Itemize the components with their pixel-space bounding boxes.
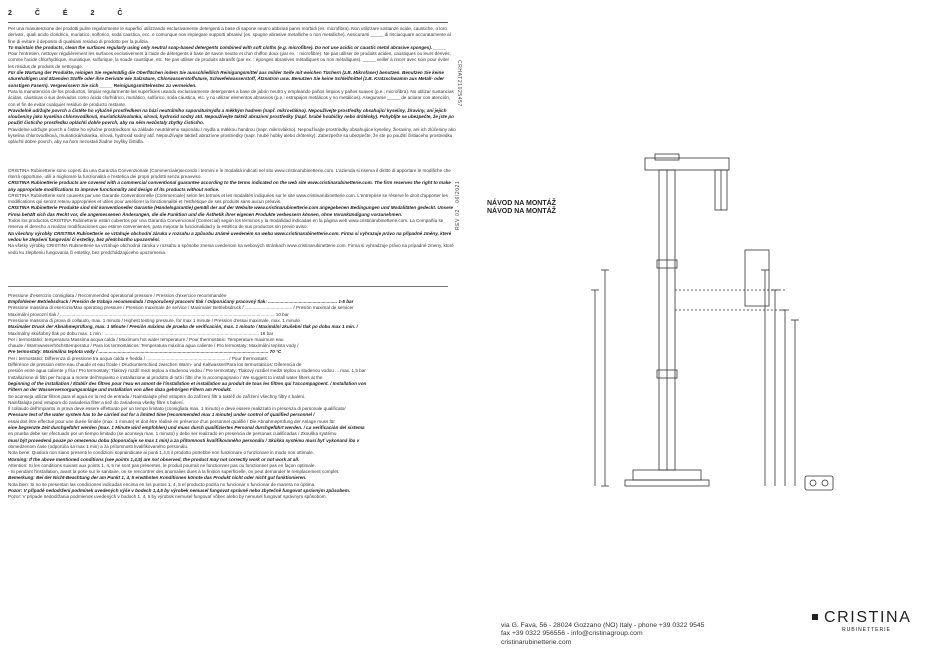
pressure-line: Pozor: V prípade nedodržania podmienok uvedených v bodoch 1, 4, 5 by výrobok nemusel fungovať vôbec alebo by nemusel fungovať správnym spôsobom. [8, 494, 327, 500]
spacer [8, 256, 456, 280]
header-letter: 2 [90, 10, 97, 17]
pressure-line: Filtern an der Wasserversorgungsanlage und Installation von allen dazu gehörigen Filtern am Produkt. [8, 387, 232, 393]
header-letter: Č [34, 10, 42, 17]
cleaning-en: To maintain the products, clean the surfaces regularly using only neutral soap-based detergents combined with soft cloths (e.g. microfibre). Do not use acidic or caustic metal abrasive sponges). _____ [8, 44, 447, 50]
pressure-line: presión entre agua caliente y fría / Pro termostaty: Tlakový rozdíl mezi teplou a studenou vodou / Pre termostaty: Tlakový rozdiel medzi teplou a studenou vodou ... max. 1,5 bar [8, 368, 366, 374]
cleaning-es: Para la manutención de los productos, limpiar regularmente las superficies usando exclusivamente detergentes a base de jabón neutro y empleando paños limpios y paños suaves (p.e.: microfibra). No utilizar sustancias ácidas, cáusticas o sus derivados como ácido clorhídrico, muriático, sulfúrico, soda cáustica, etc. y no utilizar elementos abrasivos (p.e.: estropajos metálicos y no metálicos). Asegurarse _____ de aclarar con atención, con el fin de evitar cualquier residuo de producto restante. [8, 88, 454, 107]
pressure-line: Pressione massima di prova di collaudo, max. 1 minuto / Highest testing pressure, for max 1 minute / Pression d'essai maximale, max. 1 minute [8, 317, 300, 323]
website-line: cristinarubinetterie.com [501, 638, 572, 646]
top-view-hole [822, 480, 828, 486]
warranty-section [8, 168, 456, 256]
pressure-line: Pre termostaty: Maximálna teplota vody / ..................................................................................................................................... 70 °C [8, 349, 282, 355]
pressure-line: Différence de pression entre eau chaude et eau froide / Druckunterschied zwischen Warm- und Kaltwasser/Para los termostáticos: Diferencia de [8, 362, 302, 368]
pressure-line: Pozor: V případě nedodržení podmínek uvedených výše v bodech 1,4,5 by výrobek nemusel fungovat správně nebo zbytečně fungovat správným způsobem. [8, 488, 351, 493]
warranty-cz: Na všechny výrobky CRISTINA Rubinetterie se vztahuje obchodní záruka v rozsahu a způsobu známé uvedeném na webu www.cristinarubinetterie.com. Firma si vyhrazuje právo na případné změny, které vedou ke zlepšení fungování či estetiky, bez předchozího upozornění. [8, 230, 452, 242]
base-plate [633, 470, 701, 480]
pressure-line: essai doit être effectué pour une durée limitée (max. 1 minute) et doit être réalisé en présence d'un personnel qualifié / Die Abnahmeprüfung der Anlage muss für [8, 418, 335, 424]
cleaning-it: Per una manutenzione dei prodotti pulire regolarmente le superfici utilizzando esclusivamente detergenti a base di sapone neutro abbinati panni morbidi (es. microfibra). Non utilizzare sostanze acide, caustiche, o loro derivati , quali acido cloridrico, muriatico, solforico, soda caustica, ecc. e comunque non impiegare supporti abrasivi (es. spugne abrasive metalliche o non metalliche). Assicurarsi _____ di risciacquare accuratamente al fine di evitare il deposito di qualsiasi residuo di prodotto per la pulizia. [8, 26, 451, 44]
revision-label: REV 02 · 06/2021 [455, 180, 461, 230]
pressure-section [8, 293, 456, 501]
warranty-fr: CRISTINA Rubinetterie sont couverts par une Garantie Conventionnelle (Commerciale) selon les termes et les modalités indiquées sur le site www.cristinarubinetterie.com. L'entreprise se réserve le droit d'apporter les modifications qui seront retenu appropriées et utiles pour améliorer la fonctionnalité et l'esthétique de ses produits sans aucun préavis. [8, 192, 448, 205]
pressure-line: Il collaudo dell'impianto in prova deve essere effettuato per un tempo limitato (consigliata max. 1 minuto) e deve essere realizzato in presenza di personale qualificato/ [8, 406, 346, 412]
pressure-line: Per i termostatici: Differenza di pressione tra acqua calda e fredda / ................................................................ / Pour thermostats: [8, 355, 269, 361]
text-column [8, 10, 456, 501]
top-view-hole [810, 480, 816, 486]
pressure-line: - Si pendant l'installation, avant la pose sur le sanitaire, on se rencontrer des anomalies dues à la finition superficielle, on peut demander le remplacement complet. [8, 469, 340, 475]
pressure-line: Nainštalujte pred vstupom do zariadenia filter a tiež do zariadenia všetky filtre s balení. [8, 399, 184, 405]
cleaning-sk: Pravidelne udržujte povrch a čistite ho výlučne prostriedkom na základe neutrálneho saponátu / mydla a mäkkou handrou (napr. mikrovlákno). Nepoužívajte prostriedky obsahujúce kyseliny, žieraviny, ani ich zlúčeniny ako kyselina chlorovodíková, muriatická/solanka, sírová, hydroxid sodný atď. Nepoužívajte taktiež abrazívne prostriedky (napr. hrubé hubky alebo drôtenky). Zabezpečte sa ubezpečte, že ste po použití čistiaceho prostriedku opláchli dobre povrch, aby na ňom nezostali žiadne zvyšky čistidla. [8, 126, 456, 145]
logo-square-icon [812, 614, 818, 620]
warranty-sk: Na všetky výrobky CRISTINA Rubinetterie sa vzťahuje obchodná záruka v rozsahu a spôsobe znenia uvedenom na webových stránkach www.cristinarubinetterie.com. Firma si vyhradzuje právo na prípadné zmeny, ktoré vedú ku zlepšeniu fungovania či estetiky, bez predchádzajúceho upozornenia. [8, 243, 454, 255]
document-code: CRHAT21025457 [456, 60, 462, 107]
top-view [805, 476, 833, 490]
pressure-line: Per i termostatici: temperatura Massima acqua calda / Maximum hot water temperature / Pour thermostatic: Temperature maximum eau [8, 336, 284, 342]
cleaning-fr: Pour l'entretien, nettoyer régulièrement les surfaces exclusivement à l'aide de détergents à base de savon neutre et d'un chiffon doux (par ex. : microfibre). Ne pas utiliser de produits acides, caustiques ou leurs dérivés, comme l'acide chlorhydrique, muriatique, sulfurique, la soude caustique, etc. Ne pas utiliser de produits abrasifs (par ex. : éponges abrasives métalliques ou non métalliques). _____ veiller à rincer avec soin pour éviter les résidus de produits de nettoyage. [8, 51, 451, 69]
header-letter: 2 [8, 10, 14, 17]
header-letter: Č [117, 10, 125, 17]
pressure-line: Warning: If the above mentioned conditions (see points 1,4,5) are not observed, the product may not correctly work or not work at all. [8, 456, 300, 462]
faucet-technical-drawing [585, 150, 865, 510]
pressure-line: Pressione massima di esercizio/Max operating pressure / Pression maximale de service / Maximaler Betriebsdruck / ..................................... / Presión maximal de service/ [8, 305, 354, 311]
installation-title-cz: NÁVOD NA MONTÁŽ [487, 200, 556, 207]
fax-line: fax +39 0322 956556 - info@cristinagroup.com [501, 630, 643, 638]
installation-title-sk: NÁVOD NA MONTÁŽ [487, 208, 556, 215]
pressure-line: chaude / Warmwasserhöchsttemperatur / Para los termostáticos: Temperatura máxima agua caliente / Pro termostaty: Maximální teplota vody / [8, 343, 299, 349]
pressure-line: musí být provedená pouze po omezenou dobu (doporučuje se max 1 min) a za přítomnosti kvalifikovaného personálu / Skúška systému musí byť vykonaná iba v [8, 437, 360, 443]
warranty-de: CRISTINA Rubinetterie Produkte sind mit konventioneller Garantie (Handelsgarantie) gemäß der auf der Website www.cristinarubinetterie.com angegebenen Bedingungen und Modalitäten gedeckt. Unsere Firma behält sich das Recht vor, die angemessenen Änderungen, die die Funktion und die Ästhetik ihrer eigenen Produkte verbessern können, ohne Vorankündigung vorzunehmen. [8, 205, 453, 217]
header-divider [8, 22, 448, 23]
cleaning-cz: Pravidelně udržujte povrch a čistěte ho výlučně prostředkem na bázi neutrálního saponátu/mýdla a měkkým hadrem (např. mikrovlákno). Nepoužívejte prostředky obsahující kyseliny, žíraviny, ani jejich sloučeniny jako kyselina chlorovodíková, muriatická/solanka, sírová, hydroxid sodný atd. Nepoužívejte taktéž abrazivní prostředky (např. hrubé houbičky nebo drátěnky). Pohybljte se ubezpečte, že jste po použití čisticího prostředku opláchli dobře povrch, aby na něm nezůstaly zbytky čisticího. [8, 107, 454, 126]
pressure-line: Maximaler Druck der Abnahmeprüfung, max. 1 Minute / Presión máxima de prueba de verificación, max. 1 minuto / Maximální zkušební tlak po dobu max 1 min. / [8, 324, 358, 330]
warranty-it: CRISTINA Rubinetterie sono coperti da una Garanzia Convenzionale (Commerciale)secondo i termini e le modalità indicati nel sito www.cristinarubinetterie.com. L'azienda si riserva il diritto di apportare le modifiche che riterrà opportune, utili a migliorare la funzionalità e l'estetica dei propri prodotti senza preavviso. [8, 167, 451, 179]
pressure-line: eine begrenzte Zeit durchgeführt werden (max. 1 Minute wird empfohlen) und muss durch qualifiziertes Personal durchgeführt werden. / La verificación del sistema [8, 425, 365, 431]
pressure-line: Nota bene: Qualora non siano presenti le condizioni sopraindicate ai punti 1,4,5 il prodotto potrebbe non funzionare o funzionare in modo non ottimale. [8, 450, 314, 456]
brand-name: CRISTINA [824, 609, 912, 626]
side-detail [745, 250, 769, 306]
installation-title [487, 200, 556, 216]
pressure-line: obmedzenom čase (odporúča sa max 1 min) a za prítomnosti kvalifikovaného personálu. [8, 443, 189, 449]
pressure-line: Empfohlener Betriebsdruck / Presión de trabajo recomendada / Doporučený pracovní tlak / Odporúčaný pracovný tlak: ...................................................... 1-5 bar [8, 299, 354, 305]
cleaning-de: Für die Wartung der Produkte, reinigen Sie regelmäßig die Oberflächen indem Sie ausschließlich Reinigungsmittel aus milder Seife mit weichen Tüchern (z.B. Mikrofaser) benutzen. Benutzen Sie keine säurehaltigen und ätzenden Stoffe oder ihre Derivate wie Salzsäure, Chlorwasserstoffsäure, Schwefelwasserstoff, Ätznatron usw. Benutzen Sie keine Schleifmittel (z.B. Kratzschwamm aus Metall- oder sonstigen Fasern). Vergewissern Sie sich _____ Reinigungsmittelrestes zu vermeiden. [8, 70, 445, 88]
warranty-en: CRISTINA Rubinetterie products are covered with a commercial conventional guarantee according to the terms indicated on the web site www.cristinarubinetterie.com. The firm reserves the right to make any appropriate modifications to improve functionality and design of its products without notice. [8, 180, 451, 192]
pressure-line: Maximálny skúšobný tlak po dobu max. 1 min : ......................................................................................................................... 16 bar [8, 330, 274, 336]
cleaning-section [8, 26, 456, 146]
pressure-line: Installazione di filtri per l'acqua a monte dell'impianto e installazione al prodotto di tutti i filtri che lo accompagnano / We suggest to install water filters at the [8, 374, 323, 380]
pressure-line: Nota bien: Si no se presentan las condiciones indicadas encima en los puntos 1, 4, 5 el producto podría no funcionar o funcionar de manera no óptima. [8, 481, 316, 487]
pressure-line: Maximální provozní tlak / ........................................................................................................................................................................ 10 bar [8, 311, 289, 317]
base-floor [625, 480, 709, 486]
brand-subtitle: RUBINETTERIE [842, 627, 891, 633]
header-letter: É [62, 10, 70, 17]
pressure-line: en prueba debe ser efectuado por un tiempo limitado (se aconseja max. 1 minuto) y debe ser realizado en presencia de personas cualificadas / Zkouška systému [8, 431, 337, 437]
address-line: via G. Fava, 56 - 28024 Gozzano (NO) Italy - phone +39 0322 9545 [501, 622, 705, 629]
header-letters [8, 10, 456, 20]
pressure-line: Attention: Si les conditions suivant aux points 1, 4, 5 ne sont pas présentes, le produit pourrait ne fonctionner pas ou fonctionner pas en façon optimale. [8, 462, 316, 468]
pressure-line: Bemerkung: Bei der Nicht-Beachtung der am Punkt 1, 4, 5 erwähnten Konditionen könnte das Produkt nicht oder nicht gut funktionieren. [8, 475, 307, 481]
warranty-es: Todos los productos CRISTINA Rubinetterie están cubiertos por una Garantía Convencional (Comercial) según los términos y la modalidad indicadas en la página web www.cristinarubinetterie.com. La Compañía se reserva el derecho a realizar modificaciones que estime convenientes, para mejorar la funcionalidad y la estética de sus productos sin previo aviso. [8, 218, 444, 230]
section-divider [8, 286, 448, 287]
contact-block [501, 622, 704, 647]
pressure-line: Pressione d'esercizio consigliata / Recommended operational pressure / Pression d'exercice recommandée [8, 292, 227, 298]
pressure-line: Se aconseja utilizar filtros para el agua en la red de entrada / Nainstalujte před vstupem do zařízení filtr a taktéž do zařízení všechny filtry s balení. [8, 393, 306, 399]
spacer [8, 146, 456, 168]
pressure-line: beginning of the installation / Établir des filtres pour l'eau en amont de l'installation et installation au produit de tous les filtres qui l'accompagnent. / Installation von [8, 380, 367, 386]
pressure-line: Pressure test of the water system has to be carried out for a limited time (recommended max 1 minute) under control of qualified personnel / [8, 412, 315, 418]
